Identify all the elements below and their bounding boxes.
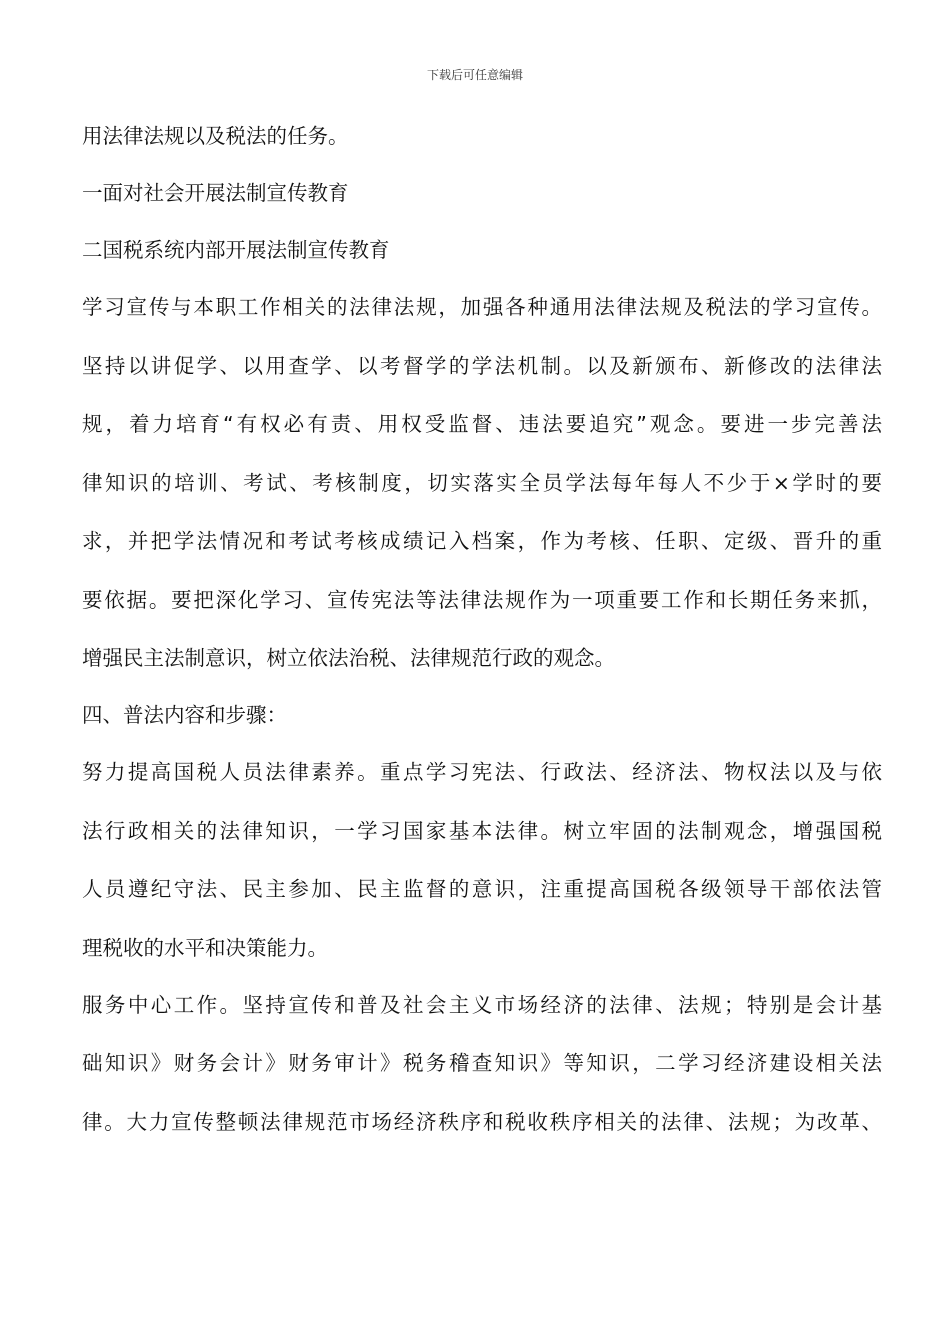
document-body [82, 120, 882, 1164]
text-line: 服务中心工作。坚持宣传和普及社会主义市场经济的法律、法规；特别是会计基 [82, 992, 882, 1017]
text-line: 理税收的水平和决策能力。 [82, 935, 328, 960]
text-line: 四、普法内容和步骤： [82, 703, 287, 727]
text-line: 一面对社会开展法制宣传教育 [82, 181, 349, 205]
text-line: 规，着力培育“有权必有责、用权受监督、违法要追究”观念。要进一步完善法 [82, 412, 882, 436]
text-line: 努力提高国税人员法律素养。重点学习宪法、行政法、经济法、物权法以及与依 [82, 760, 882, 784]
text-line: 要依据。要把深化学习、宣传宪法等法律法规作为一项重要工作和长期任务来抓， [82, 587, 882, 612]
header-note: 下载后可任意编辑 [426, 68, 523, 82]
text-line: 用法律法规以及税法的任务。 [82, 124, 349, 148]
text-line: 坚持以讲促学、以用查学、以考督学的学法机制。以及新颁布、新修改的法律法 [82, 353, 882, 378]
text-line: 人员遵纪守法、民主参加、民主监督的意识，注重提高国税各级领导干部依法管 [82, 877, 882, 901]
text-line: 求，并把学法情况和考试考核成绩记入档案，作为考核、任职、定级、晋升的重 [82, 529, 882, 553]
text-line: 二国税系统内部开展法制宣传教育 [82, 238, 390, 262]
text-line: 学习宣传与本职工作相关的法律法规，加强各种通用法律法规及税法的学习宣传。 [82, 295, 882, 319]
text-line: 础知识》财务会计》财务审计》税务稽查知识》等知识，二学习经济建设相关法 [82, 1051, 882, 1075]
text-line: 法行政相关的法律知识，一学习国家基本法律。树立牢固的法制观念，增强国税 [82, 818, 882, 843]
text-line: 律知识的培训、考试、考核制度，切实落实全员学法每年每人不少于×学时的要 [82, 470, 882, 495]
text-line: 律。大力宣传整顿法律规范市场经济秩序和税收秩序相关的法律、法规；为改革、 [82, 1109, 882, 1134]
text-line: 增强民主法制意识，树立依法治税、法律规范行政的观念。 [82, 646, 615, 670]
